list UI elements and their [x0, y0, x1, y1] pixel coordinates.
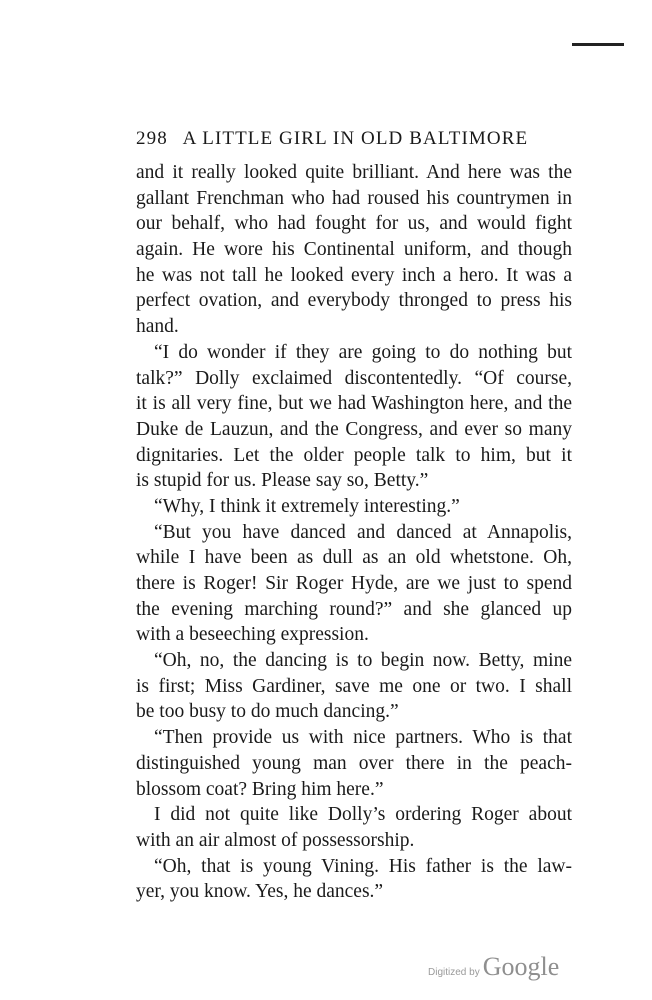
running-title: A LITTLE GIRL IN OLD BALTIMORE [182, 128, 529, 149]
digitized-watermark [428, 952, 559, 982]
watermark-prefix: Digitized by [428, 967, 480, 978]
page-number: 298 [136, 128, 168, 149]
text-line: be too busy to do much dancing.” [136, 701, 399, 723]
corner-rule-mark [572, 43, 624, 46]
text-line: I did not quite like Dolly’s ordering Roger about [154, 804, 572, 826]
body-text [136, 160, 572, 905]
text-line: “I do wonder if they are going to do nothing but [154, 341, 572, 363]
text-line: “Why, I think it extremely interesting.” [154, 495, 460, 517]
text-line: there is Roger! Sir Roger Hyde, are we just to spend [136, 573, 572, 594]
text-line: and it really looked quite brilliant. And here was the [136, 162, 572, 183]
text-line: Duke de Lauzun, and the Congress, and ever so many [136, 418, 572, 440]
text-line: with an air almost of possessorship. [136, 829, 415, 851]
text-line: it is all very fine, but we had Washington here, and the [136, 393, 572, 415]
text-line: gallant Frenchman who had roused his countrymen in [136, 187, 572, 209]
text-line: “Then provide us with nice partners. Who is that [154, 727, 572, 749]
text-line: hand. [136, 316, 179, 338]
text-line: blossom coat? Bring him here.” [136, 778, 384, 800]
text-line: with a beseeching expression. [136, 624, 369, 646]
text-line: the evening marching round?” and she glanced up [136, 598, 572, 620]
text-line: our behalf, who had fought for us, and would fight [136, 213, 572, 235]
text-line: “Oh, no, the dancing is to begin now. Betty, mine [154, 650, 572, 672]
google-logo: Google [482, 952, 560, 981]
text-line: “But you have danced and danced at Annapolis, [154, 521, 572, 543]
text-line: “Oh, that is young Vining. His father is the law- [154, 855, 572, 877]
text-line: he was not tall he looked every inch a hero. It was a [136, 264, 572, 286]
text-line: is stupid for us. Please say so, Betty.” [136, 470, 429, 492]
text-line: talk?” Dolly exclaimed discontentedly. “Of course, [136, 367, 572, 389]
text-line: distinguished young man over there in the peach- [136, 752, 572, 774]
text-line: again. He wore his Continental uniform, and though [136, 239, 572, 261]
text-line: perfect ovation, and everybody thronged to press his [136, 290, 572, 312]
text-line: dignitaries. Let the older people talk to him, but it [136, 444, 572, 466]
text-line: while I have been as dull as an old whetstone. Oh, [136, 547, 572, 569]
text-line: is first; Miss Gardiner, save me one or two. I shall [136, 675, 572, 697]
text-line: yer, you know. Yes, he dances.” [136, 881, 384, 903]
running-head [136, 128, 576, 150]
